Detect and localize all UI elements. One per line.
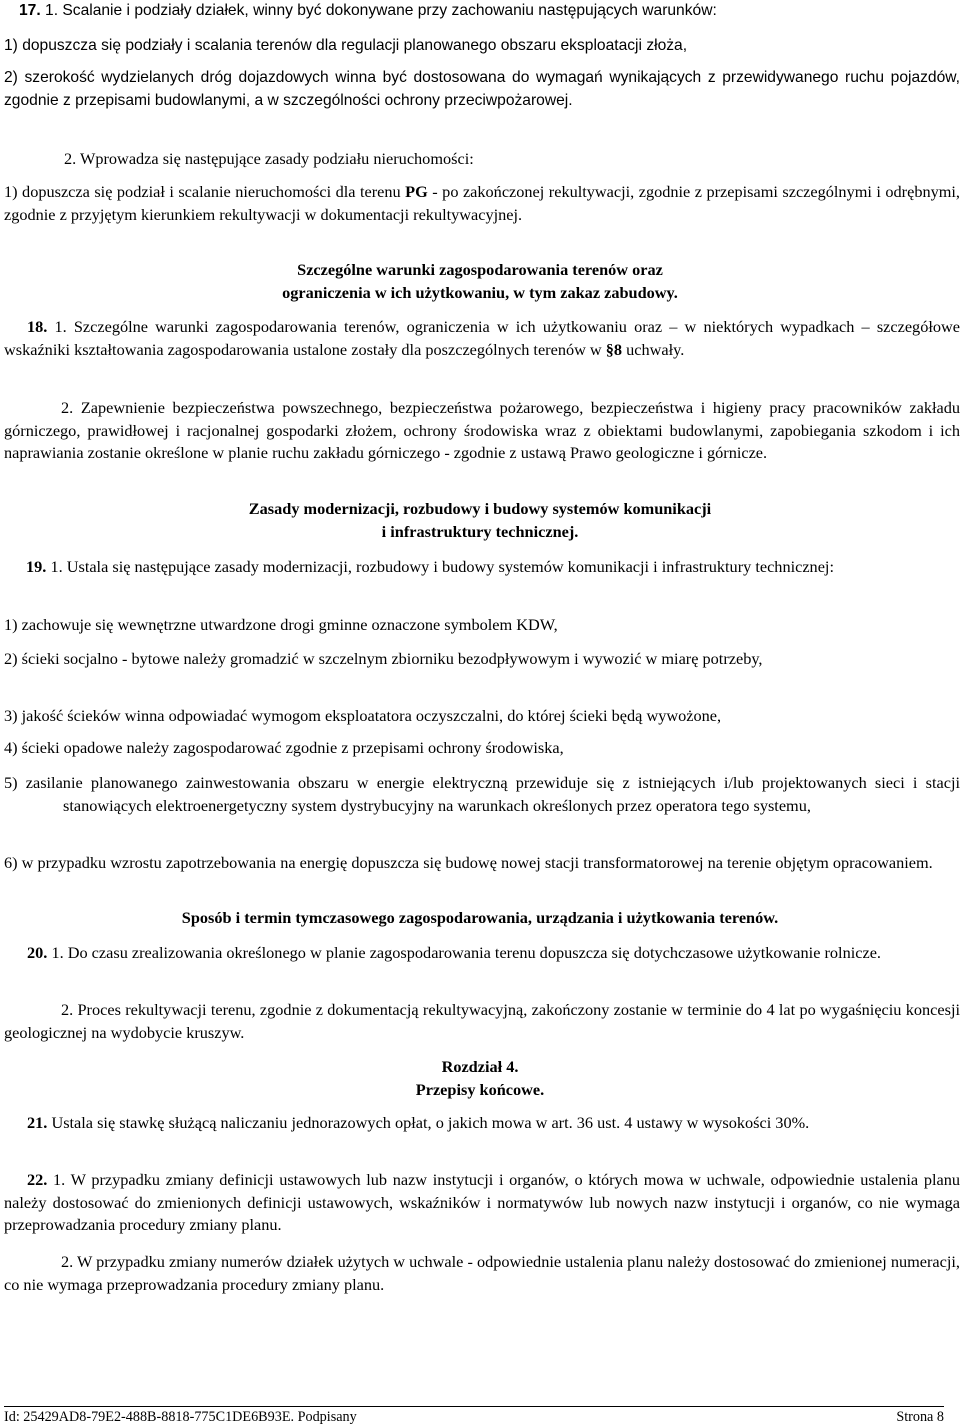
paragraph-20-section-2: 2. Proces rekultywacji terenu, zgodnie z dokumentacją rekultywacyjną, zakończony zostanie w terminie do 4 lat po wygaśnięciu koncesji geologicznej na wydobycie kruszyw. [4, 1000, 960, 1042]
paragraph-number: 20. [27, 943, 48, 962]
paragraph-17-section-2-point-1: 1) dopuszcza się podział i scalanie nieruchomości dla terenu PG - po zakończonej rekultywacji, zgodnie z przepisami szczególnymi i odrębnymi, zgodnie z przyjętym kierunkiem rekultywacji w dokumentacji rekultywacyjnej. [4, 182, 960, 224]
section-heading-special-conditions: Szczególne warunki zagospodarowania terenów oraz ograniczenia w ich użytkowaniu, w tym zakaz zabudowy. [282, 260, 678, 302]
paragraph-number: 17. [19, 2, 41, 19]
paragraph-18-section-1: 18. 1. Szczególne warunki zagospodarowania terenów, ograniczenia w ich użytkowaniu oraz – w niektórych wypadkach – szczegółowe wskaźniki kształtowania zagospodarowania ustalone zostały dla poszczególnych terenów w §8 uchwały. [4, 317, 960, 359]
page-footer [4, 1406, 944, 1427]
list-item: 3) jakość ścieków winna odpowiadać wymogom eksploatatora oczyszczalni, do której ścieki będą wywożone, [4, 706, 722, 725]
list-item: 2) ścieki socjalno - bytowe należy gromadzić w szczelnym zbiorniku bezodpływowym i wywozić w miarę potrzeby, [4, 649, 763, 668]
list-item: 1) zachowuje się wewnętrzne utwardzone drogi gminne oznaczone symbolem KDW, [4, 615, 558, 634]
paragraph-22-section-1: 22. 1. W przypadku zmiany definicji ustawowych lub nazw instytucji i organów, o których mowa w uchwale, odpowiednie ustalenia planu należy dostosować do zmienionych definicji ustawowych, wskaźników i normatywów lub nowych nazw instytucji i organów, co nie wymaga przeprowadzania procedury zmiany planu. [4, 1170, 960, 1234]
paragraph-number: 19. [26, 557, 47, 576]
paragraph-17-point-2: 2) szerokość wydzielanych dróg dojazdowych winna być dostosowana do wymagań wynikających z przewidywanego ruchu pojazdów, zgodnie z przepisami budowlanymi, a w szczególności ochrony przeciwpożarowej. [4, 69, 960, 109]
paragraph-17-section-2: 2. Wprowadza się następujące zasady podziału nieruchomości: [64, 149, 474, 168]
section-heading-infrastructure: Zasady modernizacji, rozbudowy i budowy systemów komunikacji i infrastruktury technicznej. [248, 499, 712, 541]
paragraph-21: 21. Ustala się stawkę służącą naliczaniu jednorazowych opłat, o jakich mowa w art. 36 ust. 4 ustawy w wysokości 30%. [27, 1113, 810, 1132]
paragraph-number: 22. [27, 1170, 48, 1189]
paragraph-number: 21. [27, 1113, 48, 1132]
paragraph-22-section-2: 2. W przypadku zmiany numerów działek użytych w uchwale - odpowiednie ustalenia planu należy dostosować do zmienionej numeracji, co nie wymaga przeprowadzania procedury zmiany planu. [4, 1252, 960, 1294]
paragraph-19-section-1: 19. 1. Ustala się następujące zasady modernizacji, rozbudowy i budowy systemów komunikacji i infrastruktury technicznej: [26, 557, 834, 576]
section-heading-temporary-use: Sposób i termin tymczasowego zagospodarowania, urządzania i użytkowania terenów. [181, 908, 779, 927]
paragraph-17-point-1: 1) dopuszcza się podziały i scalania terenów dla regulacji planowanego obszaru eksploatacji złoża, [4, 37, 688, 54]
list-item: 5) zasilanie planowanego zainwestowania obszaru w energie elektryczną przewiduje się z istniejących i/lub projektowanych sieci i stacji stanowiących elektroenergetyczny system dystrybucyjny na warunkach określonych przez operatora tego systemu, [4, 773, 960, 815]
paragraph-18-section-2: 2. Zapewnienie bezpieczeństwa powszechnego, bezpieczeństwa pożarowego, bezpieczeństwa i higieny pracy pracowników zakładu górniczego, prawidłowej i racjonalnej gospodarki złożem, ochrony środowiska wraz z obiektami budowlanymi, zapobiegania szkodom i ich naprawiania zostanie określone w planie ruchu zakładu górniczego - zgodnie z ustawą Prawo geologiczne i górnicze. [4, 398, 960, 462]
chapter-heading: Rozdział 4. Przepisy końcowe. [415, 1057, 545, 1099]
paragraph-17-intro: 17. 1. Scalanie i podziały działek, winny być dokonywane przy zachowaniu następujących warunków: [19, 2, 717, 19]
list-item: 4) ścieki opadowe należy zagospodarować zgodnie z przepisami ochrony środowiska, [4, 738, 564, 757]
page-number: Strona 8 [896, 1409, 944, 1425]
document-id: Id: 25429AD8-79E2-488B-8818-775C1DE6B93E. Podpisany [4, 1409, 357, 1425]
list-item: 6) w przypadku wzrostu zapotrzebowania na energię dopuszcza się budowę nowej stacji transformatorowej na terenie objętym opracowaniem. [4, 853, 933, 872]
zone-symbol-pg: PG [405, 182, 428, 201]
paragraph-20-section-1: 20. 1. Do czasu zrealizowania określonego w planie zagospodarowania terenu dopuszcza się dotychczasowe użytkowanie rolnicze. [27, 943, 881, 962]
paragraph-number: 18. [27, 317, 48, 336]
